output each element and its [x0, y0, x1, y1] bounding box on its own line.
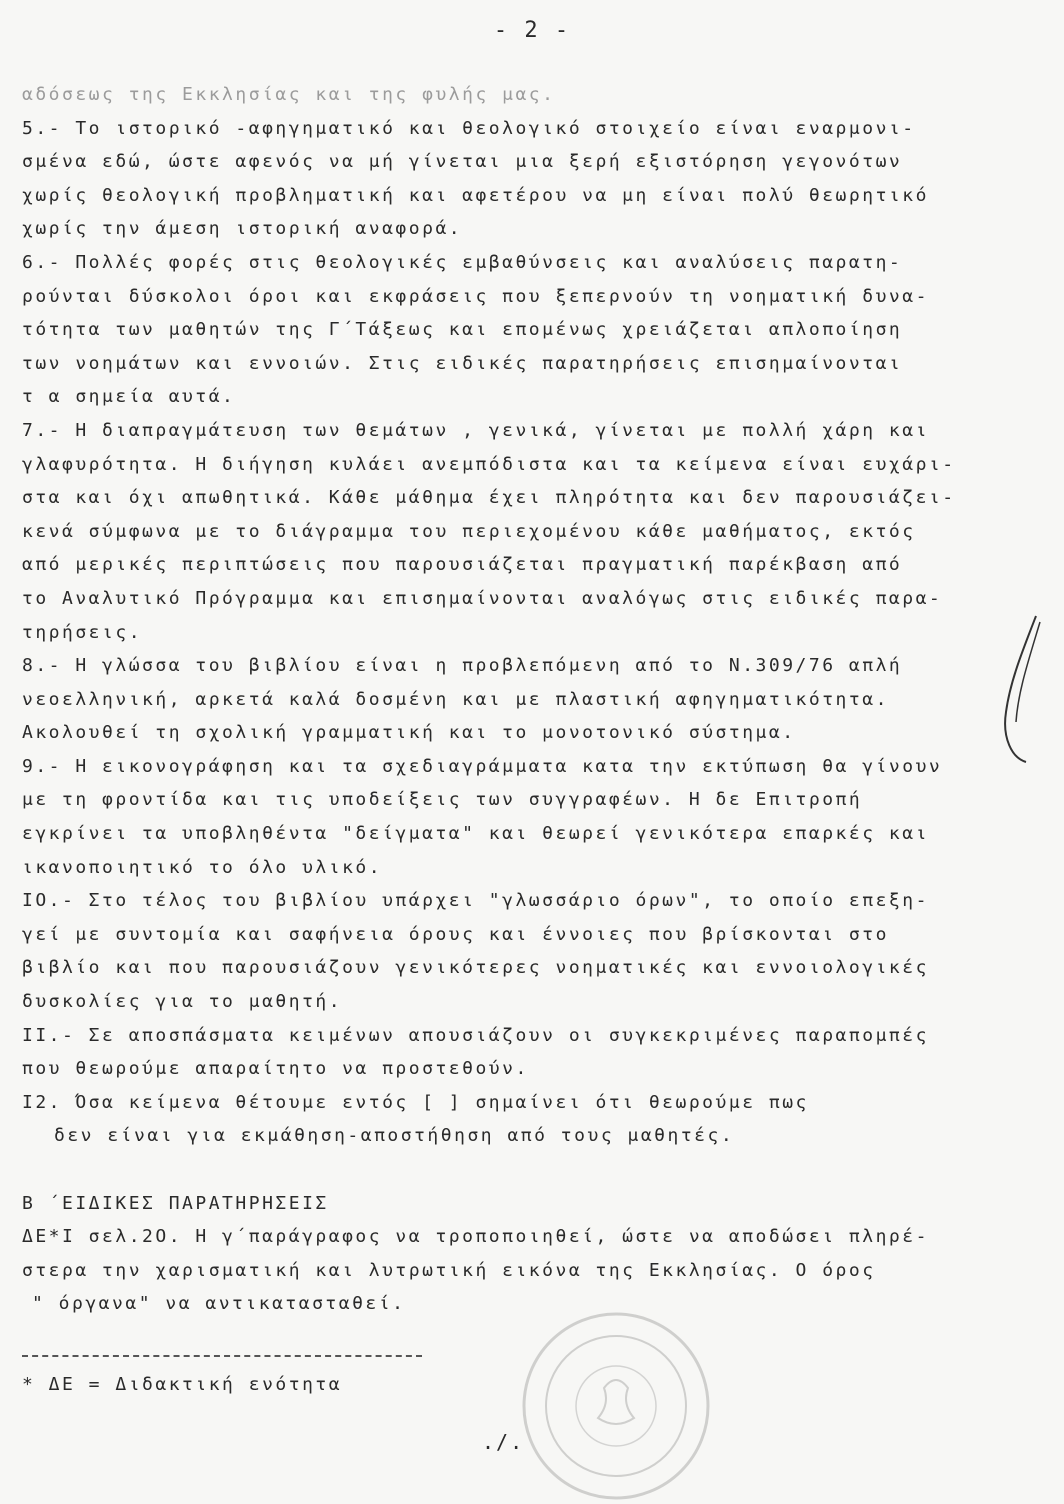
- item-12-line: Ι2. Όσα κείμενα θέτουμε εντός [ ] σημαίνει ότι θεωρούμε πως: [22, 1091, 809, 1113]
- item-7-line: 7.- Η διαπραγμάτευση των θεμάτων , γενικά, γίνεται με πολλή χάρη και: [22, 419, 929, 441]
- page-number: - 2 -: [493, 18, 571, 43]
- text-line: δεν είναι για εκμάθηση-αποστήθηση από τους μαθητές.: [54, 1125, 735, 1147]
- official-seal-stamp: [518, 1308, 714, 1504]
- body-text: [22, 78, 1052, 1321]
- section-b-heading: Β ΄ΕΙΔΙΚΕΣ ΠΑΡΑΤΗΡΗΣΕΙΣ: [22, 1192, 329, 1214]
- text-line: αδόσεως της Εκκλησίας και της φυλής μας.: [22, 84, 556, 105]
- text-line: κενά σύμφωνα με το διάγραμμα του περιεχομένου κάθε μαθήματος, εκτός: [22, 520, 916, 542]
- text-line: τότητα των μαθητών της Γ΄Τάξεως και επομένως χρειάζεται απλοποίηση: [22, 319, 903, 341]
- text-line: δυσκολίες για το μαθητή.: [22, 991, 343, 1013]
- text-line: Ακολουθεί τη σχολική γραμματική και το μονοτονικό σύστημα.: [22, 722, 796, 744]
- text-line: νεοελληνική, αρκετά καλά δοσμένη και με πλαστική αφηγηματικότητα.: [22, 688, 889, 710]
- text-line: εγκρίνει τα υποβληθέντα "δείγματα" και θεωρεί γενικότερα επαρκές και: [22, 823, 929, 845]
- item-8-line: 8.- Η γλώσσα του βιβλίου είναι η προβλεπόμενη από το Ν.309/76 απλή: [22, 655, 903, 677]
- text-line: γλαφυρότητα. Η διήγηση κυλάει ανεμπόδιστα και τα κείμενα είναι ευχάρι-: [22, 453, 956, 475]
- item-11-line: ΙΙ.- Σε αποσπάσματα κειμένων απουσιάζουν οι συγκεκριμένες παραπομπές: [22, 1024, 929, 1046]
- footnote-separator: [22, 1355, 422, 1357]
- section-b-line: " όργανα" να αντικατασταθεί.: [32, 1293, 406, 1315]
- text-line: από μερικές περιπτώσεις που παρουσιάζεται πραγματική παρέκβαση από: [22, 554, 903, 576]
- text-line: σμένα εδώ, ώστε αφενός να μή γίνεται μια ξερή εξιστόρηση γεγονότων: [22, 151, 903, 173]
- item-10-line: ΙΟ.- Στο τέλος του βιβλίου υπάρχει "γλωσσάριο όρων", το οποίο επεξη-: [22, 890, 929, 912]
- item-9-line: 9.- Η εικονογράφηση και τα σχεδιαγράμματα κατα την εκτύπωση θα γίνουν: [22, 755, 943, 777]
- text-line: τ α σημεία αυτά.: [22, 386, 236, 408]
- item-5-line: 5.- Το ιστορικό -αφηγηματικό και θεολογικό στοιχείο είναι εναρμονι-: [22, 117, 916, 139]
- section-b-line: ΔΕ*Ι σελ.2Ο. Η γ΄παράγραφος να τροποποιηθεί, ώστε να αποδώσει πληρέ-: [22, 1226, 929, 1248]
- text-line: τηρήσεις.: [22, 621, 143, 643]
- text-line: ικανοποιητικό το όλο υλικό.: [22, 856, 383, 878]
- text-line: ρούνται δύσκολοι όροι και εκφράσεις που ξεπερνούν τη νοηματική δυνα-: [22, 285, 929, 307]
- section-b-line: στερα την χαρισματική και λυτρωτική εικόνα της Εκκλησίας. Ο όρος: [22, 1259, 876, 1281]
- text-line: των νοημάτων και εννοιών. Στις ειδικές παρατηρήσεις επισημαίνονται: [22, 352, 903, 374]
- handwritten-margin-mark: [992, 612, 1048, 772]
- text-line: χωρίς θεολογική προβληματική και αφετέρου να μη είναι πολύ θεωρητικό: [22, 184, 929, 206]
- text-line: βιβλίο και που παρουσιάζουν γενικότερες νοηματικές και εννοιολογικές: [22, 957, 929, 979]
- text-line: που θεωρούμε απαραίτητο να προστεθούν.: [22, 1058, 529, 1080]
- text-line: το Αναλυτικό Πρόγραμμα και επισημαίνονται αναλόγως στις ειδικές παρα-: [22, 587, 943, 609]
- text-line: γεί με συντομία και σαφήνεια όρους και έννοιες που βρίσκονται στο: [22, 923, 889, 945]
- blank-line: [22, 1153, 1052, 1187]
- item-6-line: 6.- Πολλές φορές στις θεολογικές εμβαθύνσεις και αναλύσεις παρατη-: [22, 251, 903, 273]
- footnote: * ΔΕ = Διδακτική ενότητα: [22, 1374, 343, 1395]
- text-line: χωρίς την άμεση ιστορική αναφορά.: [22, 218, 463, 240]
- text-line: στα και όχι απωθητικά. Κάθε μάθημα έχει πληρότητα και δεν παρουσιάζει-: [22, 487, 956, 509]
- continued-mark: ./.: [482, 1430, 525, 1454]
- text-line: με τη φροντίδα και τις υποδείξεις των συγγραφέων. Η δε Επιτροπή: [22, 789, 863, 811]
